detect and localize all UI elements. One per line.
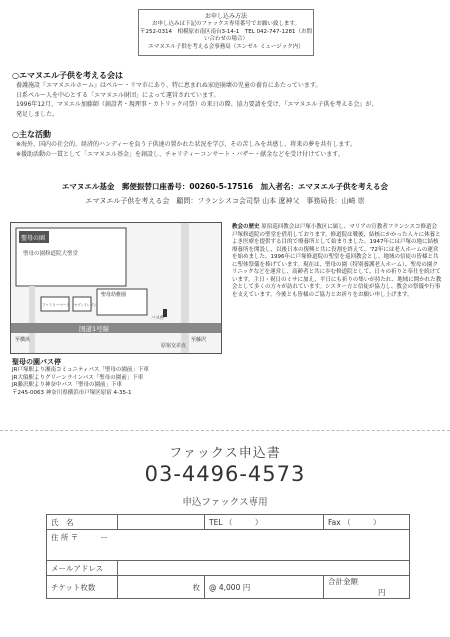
fax-field[interactable]: [324, 515, 410, 530]
total-label: 合計金額: [328, 577, 358, 586]
about-heading: ○エマヌエル子供を考える会は: [12, 71, 123, 80]
tel-parens: （ ）: [224, 517, 263, 527]
contact-box: [138, 9, 314, 56]
map-seven-eleven: セブンイレブン: [74, 303, 97, 307]
about-text: [16, 81, 441, 119]
address-field[interactable]: [47, 530, 410, 561]
fax-label: Fax: [328, 517, 341, 527]
map-crossing: 原宿交差点: [161, 343, 187, 349]
fax-subtitle: 申込ファックス専用: [182, 497, 268, 508]
contact-title: お申し込み方法: [204, 13, 247, 20]
about-line: 日系ペルー人を中心とする「エマヌエル財団」によって運営されています。: [16, 91, 220, 99]
form-row-name: [47, 515, 410, 530]
contact-line-2: 〒252-0314 相模原市南区南台3-14-1 TEL 042-747-1281（お問い合わせの場合）: [139, 28, 313, 42]
fund-account: エマヌエル基金 郵便振替口座番号：00260-5-17516 加入者名：エマヌエル子供を考える会: [61, 182, 389, 191]
form-row-tickets: [47, 576, 410, 599]
map-family-mart: ファミリーマート: [42, 303, 70, 307]
total-unit: 円: [378, 588, 386, 597]
tickets-label: チケット枚数: [47, 576, 118, 599]
activities-heading: ○主な活動: [12, 130, 51, 139]
contact-line-1: お申し込みは下記のファックス専用番号でお願い致します。: [152, 21, 300, 27]
contact-line-3: エマヌエル子供を考える会事務局（エンゼル ミュージック内）: [148, 43, 304, 50]
bus-line: JR戸塚駅より湘南コミュニティバス「聖母の園前」下車: [12, 367, 149, 373]
map-to-yokohama: 至横浜: [15, 337, 31, 343]
fax-number: 03-4496-4573: [144, 462, 306, 486]
about-line: 養護施設『エマヌエルホーム』はペルー・リマ市にあり、特に恵まれぬ家庭崩壊の児童の養育にあたっています。: [16, 82, 322, 89]
bus-address: 〒245-0063 神奈川県横浜市戸塚区原宿 4-35-1: [12, 389, 132, 396]
map-drawing: [11, 223, 221, 353]
history-heading: 教会の歴史: [232, 224, 260, 230]
total-field[interactable]: [324, 576, 410, 599]
form-row-email: [47, 561, 410, 576]
email-label: メールアドレス: [47, 561, 118, 576]
tel-label: TEL: [209, 517, 223, 527]
activities-line: ※海外、国内の社会的、経済的ハンディーを負う子供達の置かれた状況を学び、その苦しみを共感し、将来の夢を共有します。: [16, 141, 356, 148]
bus-heading: 聖母の園バス停: [12, 358, 61, 366]
price: @ 4,000 円: [205, 576, 324, 599]
bus-line: JR藤沢駅より神奈中バス「聖母の園前」下車: [12, 382, 122, 388]
about-line: 1996年12月、マヌエル加藤師（創設者・現理事・カトリック司祭）の来日の際、協力要請を受け、『エマヌエル子供を考える会』が、: [16, 101, 378, 108]
cut-line: [0, 430, 450, 431]
activities-text: [16, 140, 441, 159]
name-label: 氏 名: [47, 515, 118, 530]
name-field[interactable]: [118, 515, 205, 530]
access-map: [10, 222, 222, 354]
bus-line: JR大船駅よりグリーンラインバス「聖母の園前」下車: [12, 374, 144, 381]
tickets-unit: 枚: [192, 582, 200, 592]
form-row-address: [47, 530, 410, 561]
map-church-sub: 聖母の園修道院大聖堂: [23, 251, 79, 257]
tickets-field[interactable]: [118, 576, 205, 599]
email-field[interactable]: [118, 561, 410, 576]
history-text: 原宿巡回教会は戸塚小教区に属し、マリアの宣教者フランシスコ修道会戸塚修道院の聖堂を借用しております。修道院は戦後、結核にかかった人々に休養とよき医療を提供する目的で療養所として始まりました。1947年には戸塚の地に結核療養所を開設し、以後日本の復興と共に役割を終えて、'72年には老人ホームの運営を始めました。1996年に戸塚修道院の聖堂を巡回教会とし、地域の信徒の皆様と共に聖体祭儀を捧げています。現在は、聖母の園（特別養護老人ホーム）、聖母の園クリニックなどを運営し、高齢者と共に歩む修道院として、日々の祈りと奉仕を続けています。主日・祝日のミサに加え、平日にも祈りの集いが持たれ、地域に開かれた教会として多くの方々が訪れています。シスター方と信徒が協力し、教会の祭儀や行事を支えています。今後とも皆様のご協力とお祈りをお願い申し上げます。: [232, 224, 442, 298]
church-history: [232, 224, 442, 299]
map-bus-stop: バス停: [151, 316, 165, 321]
map-church: 聖母の園: [21, 235, 46, 242]
address-dash: ー: [100, 533, 109, 542]
address-label: 住 所 〒: [51, 533, 79, 542]
bus-info: [12, 358, 224, 397]
tel-field[interactable]: [205, 515, 324, 530]
fax-title: ファックス申込書: [169, 446, 281, 461]
fund-officers: エマヌエル子供を考える会 顧問：フランシスコ会司祭 山本 遼神父 事務局長：山崎 崇: [85, 197, 365, 205]
about-line: 発足しました。: [16, 110, 59, 118]
map-kindergarten: 聖母幼稚園: [101, 292, 127, 298]
application-form: [46, 514, 410, 599]
map-to-fujisawa: 至藤沢: [191, 337, 207, 343]
map-route1: 国道1号線: [79, 325, 110, 333]
activities-line: ※援助活動の一貫として「エマヌエル基金」を創設し、チャリティーコンサート・バザー・献金などを受け付けています。: [16, 150, 344, 158]
fax-parens: （ ）: [343, 517, 381, 527]
